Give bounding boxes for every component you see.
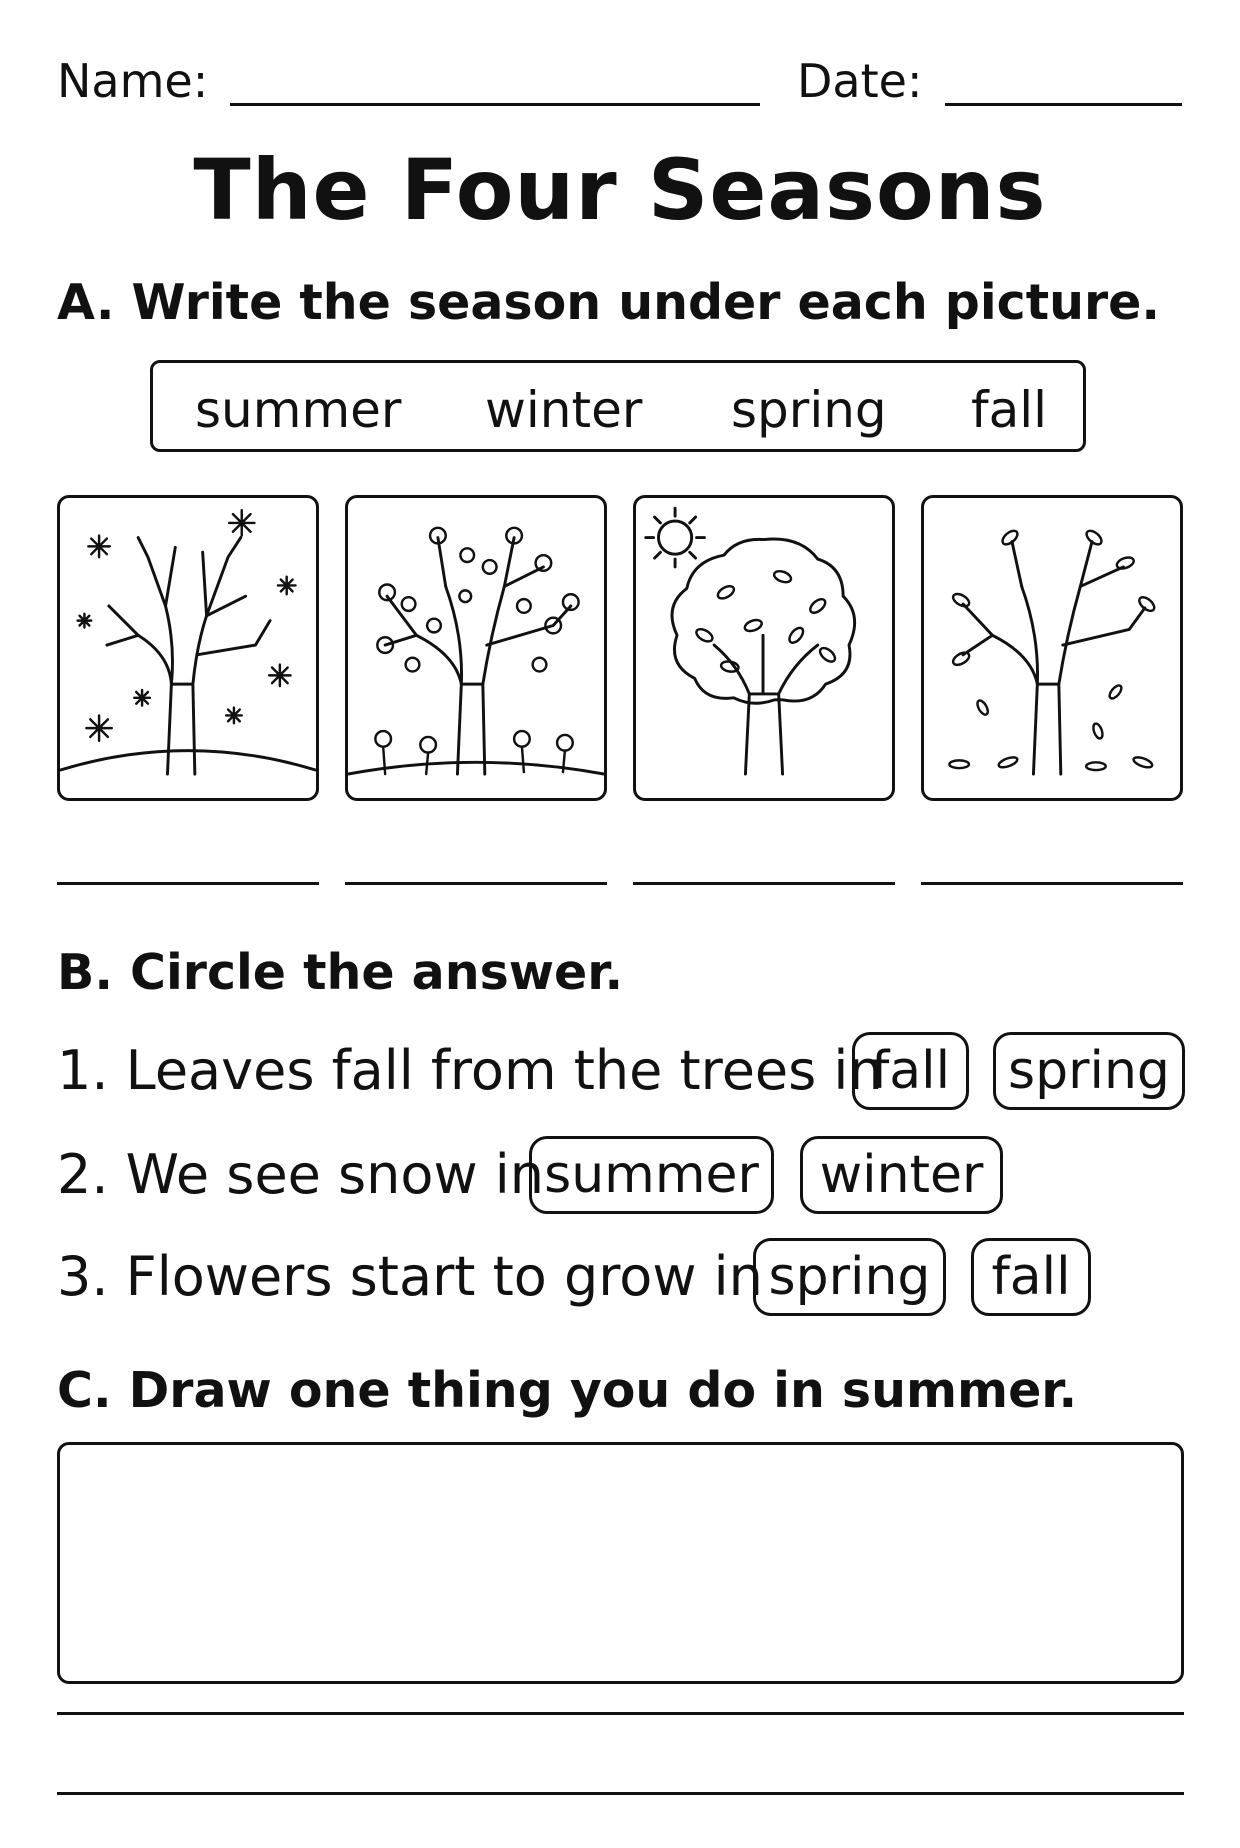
choice-button[interactable]: fall (971, 1238, 1091, 1316)
fall-picture (921, 495, 1183, 801)
winter-picture (57, 495, 319, 801)
choice-button[interactable]: summer (529, 1136, 774, 1214)
name-label: Name: (57, 54, 209, 108)
section-a-heading: A. Write the season under each picture. (57, 274, 1161, 331)
answer-line-1[interactable] (57, 882, 319, 885)
writing-line-1[interactable] (57, 1712, 1184, 1715)
summer-tree-icon (636, 498, 892, 798)
word-bank-item: summer (195, 381, 402, 439)
page-title: The Four Seasons (193, 141, 1047, 239)
writing-line-2[interactable] (57, 1792, 1184, 1795)
answer-line-2[interactable] (345, 882, 607, 885)
summer-picture (633, 495, 895, 801)
spring-tree-icon (348, 498, 604, 798)
choice-button[interactable]: fall (852, 1032, 969, 1110)
choice-button[interactable]: spring (753, 1238, 946, 1316)
date-label: Date: (797, 54, 923, 108)
question-3: 3. Flowers start to grow in (57, 1245, 763, 1308)
spring-picture (345, 495, 607, 801)
choice-button[interactable]: spring (993, 1032, 1185, 1110)
fall-tree-icon (924, 498, 1180, 798)
name-line[interactable] (230, 103, 760, 106)
choice-button[interactable]: winter (800, 1136, 1003, 1214)
word-bank-item: winter (485, 381, 643, 439)
word-bank-item: spring (731, 381, 887, 439)
drawing-box[interactable] (57, 1442, 1184, 1684)
winter-tree-icon (60, 498, 316, 798)
date-line[interactable] (945, 103, 1182, 106)
section-c-heading: C. Draw one thing you do in summer. (57, 1362, 1078, 1419)
section-b-heading: B. Circle the answer. (57, 944, 624, 1001)
word-bank-item: fall (971, 381, 1048, 439)
answer-line-4[interactable] (921, 882, 1183, 885)
answer-line-3[interactable] (633, 882, 895, 885)
word-bank (150, 360, 1086, 452)
question-1: 1. Leaves fall from the trees in (57, 1039, 883, 1102)
question-2: 2. We see snow in (57, 1143, 545, 1206)
